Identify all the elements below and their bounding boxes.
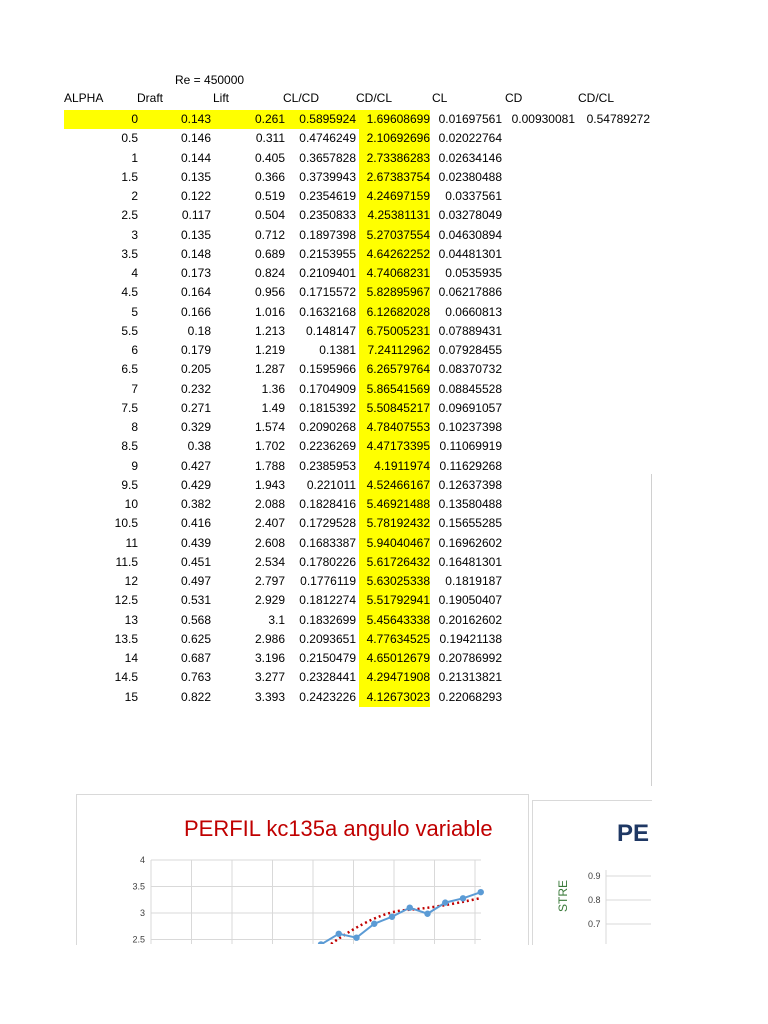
- table-cell: 0.0337561: [445, 189, 502, 203]
- table-cell: 1.36: [261, 381, 285, 396]
- table-cell: 10: [124, 497, 138, 511]
- table-cell: 1.943: [254, 477, 285, 492]
- table-cell: 2.67383754: [366, 169, 430, 184]
- table-cell: 5: [131, 304, 138, 319]
- cdcl-value: 0.54789272: [586, 112, 650, 126]
- table-cell: 0.0660813: [445, 304, 502, 319]
- table-cell: 0.08845528: [438, 381, 502, 396]
- y-tick-label: 3: [139, 908, 145, 918]
- table-cell: 5.5: [121, 323, 138, 338]
- table-cell: 0.1815392: [299, 400, 356, 415]
- table-cell: 13: [124, 612, 138, 627]
- table-cell: 0.1819187: [445, 574, 502, 588]
- table-cell: 5.82895967: [366, 285, 430, 300]
- data-point: [389, 914, 395, 920]
- table-cell: 1: [131, 150, 138, 165]
- table-cell: 5.86541569: [366, 381, 430, 396]
- table-cell: 0.02380488: [438, 169, 502, 184]
- table-cell: 0.625: [180, 631, 211, 646]
- table-cell: 0.148147: [305, 323, 356, 338]
- table-cell: 4: [131, 266, 138, 280]
- table-cell: 0.1897398: [299, 227, 356, 242]
- column-header: ALPHA: [64, 91, 104, 105]
- data-point: [353, 934, 359, 940]
- data-point: [424, 911, 430, 917]
- data-point: [460, 895, 466, 901]
- table-cell: 6.12682028: [366, 304, 430, 319]
- table-cell: 0.439: [180, 535, 211, 550]
- table-cell: 5.51792941: [366, 593, 430, 608]
- table-cell: 14.5: [114, 670, 138, 685]
- table-cell: 1.49: [261, 400, 285, 415]
- table-cell: 0.1595966: [299, 362, 356, 377]
- table-cell: 4.78407553: [366, 420, 430, 434]
- table-cell: 4.1911974: [374, 458, 430, 473]
- table-cell: 0.166: [180, 304, 211, 319]
- table-cell: 0.1729528: [299, 516, 356, 531]
- table-cell: 15: [124, 689, 138, 704]
- table-cell: 0.11069919: [439, 439, 502, 454]
- table-cell: 3.5: [121, 246, 138, 261]
- table-cell: 3.277: [254, 670, 285, 685]
- y-tick-label: 2.5: [132, 934, 145, 944]
- table-cell: 0.2350833: [299, 208, 356, 223]
- table-cell: 0.5: [121, 131, 138, 146]
- y-tick-label: 3.5: [132, 881, 145, 892]
- table-cell: 0.1715572: [299, 285, 356, 300]
- table-cell: 0.205: [180, 362, 211, 377]
- table-cell: 0.10237398: [438, 420, 502, 434]
- table-cell: 0: [131, 112, 138, 126]
- table-cell: 0.497: [180, 574, 211, 588]
- table-cell: 0.822: [180, 689, 211, 704]
- table-cell: 4.29471908: [366, 670, 430, 685]
- table-cell: 0.382: [180, 497, 211, 511]
- re-label: Re = 450000: [175, 73, 245, 87]
- table-cell: 0.1828416: [299, 497, 356, 511]
- table-cell: 7.24112962: [367, 343, 430, 357]
- table-cell: 1.574: [254, 420, 285, 434]
- table-cell: 0.12637398: [438, 477, 502, 492]
- table-cell: 0.2328441: [299, 670, 356, 685]
- chart-frame-edge: [651, 474, 654, 786]
- table-cell: 0.08370732: [438, 362, 502, 377]
- table-cell: 2.73386283: [366, 150, 430, 165]
- table-cell: 6.5: [121, 362, 138, 377]
- table-cell: 2: [131, 189, 138, 203]
- table-cell: 0.22068293: [438, 689, 502, 704]
- table-cell: 11: [125, 535, 138, 550]
- table-cell: 5.78192432: [366, 516, 430, 531]
- table-cell: 2.534: [254, 554, 285, 569]
- table-cell: 11.5: [115, 554, 138, 569]
- table-cell: 0.2354619: [299, 189, 356, 203]
- table-cell: 0.0535935: [445, 266, 502, 280]
- table-cell: 0.1632168: [299, 304, 356, 319]
- table-cell: 0.143: [180, 112, 211, 126]
- series-line: [321, 892, 481, 944]
- table-cell: 0.763: [180, 670, 211, 685]
- table-cell: 4.47173395: [366, 439, 430, 454]
- table-cell: 5.46921488: [366, 497, 430, 511]
- table-cell: 0.117: [181, 208, 211, 223]
- table-cell: 3.1: [268, 612, 285, 627]
- table-cell: 0.2153955: [299, 246, 356, 261]
- table-cell: 0.04481301: [438, 246, 502, 261]
- table-cell: 0.148: [180, 246, 211, 261]
- data-point: [442, 899, 448, 905]
- table-cell: 0.179: [180, 343, 211, 357]
- table-cell: 4.52466167: [366, 477, 430, 492]
- table-cell: 5.50845217: [366, 400, 430, 415]
- table-cell: 0.164: [180, 285, 211, 300]
- table-cell: 0.405: [254, 150, 285, 165]
- table-cell: 9.5: [121, 477, 138, 492]
- table-cell: 6: [131, 343, 138, 357]
- table-cell: 0.11629268: [439, 458, 502, 473]
- data-point: [318, 941, 324, 944]
- table-cell: 3: [131, 227, 138, 242]
- table-cell: 0.712: [254, 227, 285, 242]
- column-header: Lift: [213, 91, 230, 105]
- table-cell: 0.1832699: [299, 612, 356, 627]
- table-cell: 0.689: [254, 246, 285, 261]
- table-cell: 0.19050407: [438, 593, 502, 608]
- table-cell: 0.504: [254, 208, 285, 223]
- table-cell: 0.429: [180, 477, 211, 492]
- column-header: CD: [505, 91, 523, 105]
- table-cell: 0.2090268: [299, 420, 356, 434]
- table-cell: 0.568: [180, 612, 211, 627]
- table-cell: 0.451: [180, 554, 211, 569]
- table-cell: 0.3657828: [299, 150, 356, 165]
- table-cell: 0.135: [180, 169, 211, 184]
- table-cell: 3.196: [254, 651, 285, 665]
- table-cell: 12: [124, 574, 138, 588]
- table-cell: 0.2093651: [299, 631, 356, 646]
- table-cell: 0.15655285: [438, 516, 502, 531]
- table-cell: 0.416: [180, 516, 211, 531]
- table-cell: 0.02634146: [438, 150, 502, 165]
- table-cell: 1.5: [121, 169, 138, 184]
- table-cell: 0.824: [254, 266, 285, 280]
- y-tick-label: 4: [139, 855, 145, 865]
- table-cell: 0.311: [255, 131, 285, 146]
- column-header: CD/CL: [356, 91, 393, 105]
- y-tick-label: 0.7: [588, 919, 601, 929]
- table-cell: 0.1683387: [299, 535, 356, 550]
- table-cell: 0.2150479: [299, 651, 356, 665]
- column-header: Draft: [137, 91, 164, 105]
- table-cell: 1.287: [254, 362, 285, 377]
- table-cell: 0.1780226: [299, 554, 356, 569]
- column-header: CL: [432, 91, 448, 105]
- table-cell: 0.18: [187, 323, 211, 338]
- table-cell: 0.122: [180, 189, 211, 203]
- table-cell: 4.5: [121, 285, 138, 300]
- data-point: [478, 889, 484, 895]
- table-cell: 4.12673023: [366, 689, 430, 704]
- chart-title-partial: PE: [617, 820, 650, 847]
- table-cell: 0.1776119: [300, 574, 356, 588]
- table-cell: 0.1381: [319, 343, 356, 357]
- table-cell: 14: [124, 651, 138, 665]
- table-cell: 0.271: [180, 400, 211, 415]
- table-cell: 0.09691057: [438, 400, 502, 415]
- table-cell: 0.2109401: [299, 266, 356, 280]
- table-cell: 8.5: [121, 439, 138, 454]
- y-tick-label: 0.9: [588, 871, 601, 881]
- table-cell: 0.20162602: [438, 612, 502, 627]
- table-cell: 0.2236269: [299, 439, 356, 454]
- table-cell: 4.74068231: [366, 266, 430, 280]
- table-cell: 5.61726432: [366, 554, 430, 569]
- table-cell: 1.219: [254, 343, 285, 357]
- table-cell: 0.3739943: [299, 169, 356, 184]
- table-cell: 4.77634525: [366, 631, 430, 646]
- table-cell: 4.65012679: [366, 651, 430, 665]
- table-cell: 0.4746249: [299, 131, 356, 146]
- table-cell: 2.929: [254, 593, 285, 608]
- table-cell: 5.45643338: [366, 612, 430, 627]
- chart-plot: [76, 850, 527, 944]
- table-cell: 10.5: [114, 516, 138, 531]
- table-cell: 0.427: [180, 458, 211, 473]
- table-cell: 0.1812274: [299, 593, 356, 608]
- table-cell: 0.366: [254, 169, 285, 184]
- table-cell: 1.016: [254, 304, 285, 319]
- cd-value: 0.00930081: [511, 112, 575, 126]
- table-cell: 0.20786992: [438, 651, 502, 665]
- table-cell: 0.38: [187, 439, 211, 454]
- table-cell: 0.13580488: [438, 497, 502, 511]
- table-cell: 0.687: [180, 651, 211, 665]
- table-cell: 4.24697159: [366, 189, 430, 203]
- table-cell: 0.519: [254, 189, 285, 203]
- table-cell: 0.5895924: [299, 112, 356, 126]
- column-header: CL/CD: [283, 91, 320, 105]
- table-cell: 8: [131, 420, 138, 434]
- table-cell: 0.173: [180, 266, 211, 280]
- data-point: [336, 931, 342, 937]
- table-cell: 0.07889431: [438, 323, 502, 338]
- table-cell: 0.16962602: [438, 535, 502, 550]
- table-cell: 0.956: [254, 285, 285, 300]
- table-cell: 1.69608699: [366, 112, 430, 126]
- table-cell: 1.213: [254, 323, 285, 338]
- table-cell: 0.2423226: [299, 689, 356, 704]
- table-cell: 0.02022764: [438, 131, 502, 146]
- table-cell: 2.088: [254, 497, 285, 511]
- table-cell: 0.16481301: [438, 554, 502, 569]
- table-cell: 2.10692696: [366, 131, 430, 146]
- table-cell: 5.63025338: [366, 574, 430, 588]
- table-cell: 12.5: [114, 593, 138, 608]
- table-cell: 0.144: [180, 150, 211, 165]
- table-cell: 2.797: [254, 574, 285, 588]
- table-cell: 5.27037554: [366, 227, 430, 242]
- table-cell: 3.393: [254, 689, 285, 704]
- table-cell: 0.07928455: [438, 343, 502, 357]
- table-cell: 0.2385953: [299, 458, 356, 473]
- table-cell: 6.26579764: [366, 362, 430, 377]
- table-cell: 7: [131, 381, 138, 396]
- table-cell: 0.1704909: [299, 381, 356, 396]
- chart-title: PERFIL kc135a angulo variable: [184, 816, 493, 841]
- table-cell: 7.5: [121, 400, 138, 415]
- table-cell: 2.608: [254, 535, 285, 550]
- table-cell: 1.788: [254, 458, 285, 473]
- y-axis-label: STRE: [556, 879, 570, 912]
- table-cell: 0.221011: [306, 477, 356, 492]
- table-cell: 4.64262252: [366, 246, 430, 261]
- data-point: [407, 905, 413, 911]
- table-cell: 0.03278049: [438, 208, 502, 223]
- table-cell: 0.135: [180, 227, 211, 242]
- table-cell: 2.407: [254, 516, 285, 531]
- table-cell: 0.06217886: [438, 285, 502, 300]
- table-cell: 0.531: [180, 593, 211, 608]
- table-cell: 0.21313821: [438, 670, 502, 685]
- table-cell: 0.01697561: [438, 112, 502, 126]
- table-cell: 13.5: [114, 631, 138, 646]
- table-cell: 0.329: [180, 420, 211, 434]
- table-cell: 2.5: [121, 208, 138, 223]
- table-cell: 6.75005231: [366, 323, 430, 338]
- table-cell: 0.19421138: [439, 631, 502, 646]
- data-point: [371, 921, 377, 927]
- table-cell: 4.25381131: [367, 208, 430, 223]
- y-tick-label: 0.8: [588, 895, 601, 905]
- table-cell: 2.986: [254, 631, 285, 646]
- table-cell: 9: [131, 458, 138, 473]
- table-cell: 0.146: [180, 131, 211, 146]
- column-header: CD/CL: [578, 91, 615, 105]
- table-cell: 0.04630894: [438, 227, 502, 242]
- table-cell: 1.702: [254, 439, 285, 454]
- table-cell: 5.94040467: [366, 535, 430, 550]
- table-cell: 0.232: [180, 381, 211, 396]
- table-cell: 0.261: [254, 112, 285, 126]
